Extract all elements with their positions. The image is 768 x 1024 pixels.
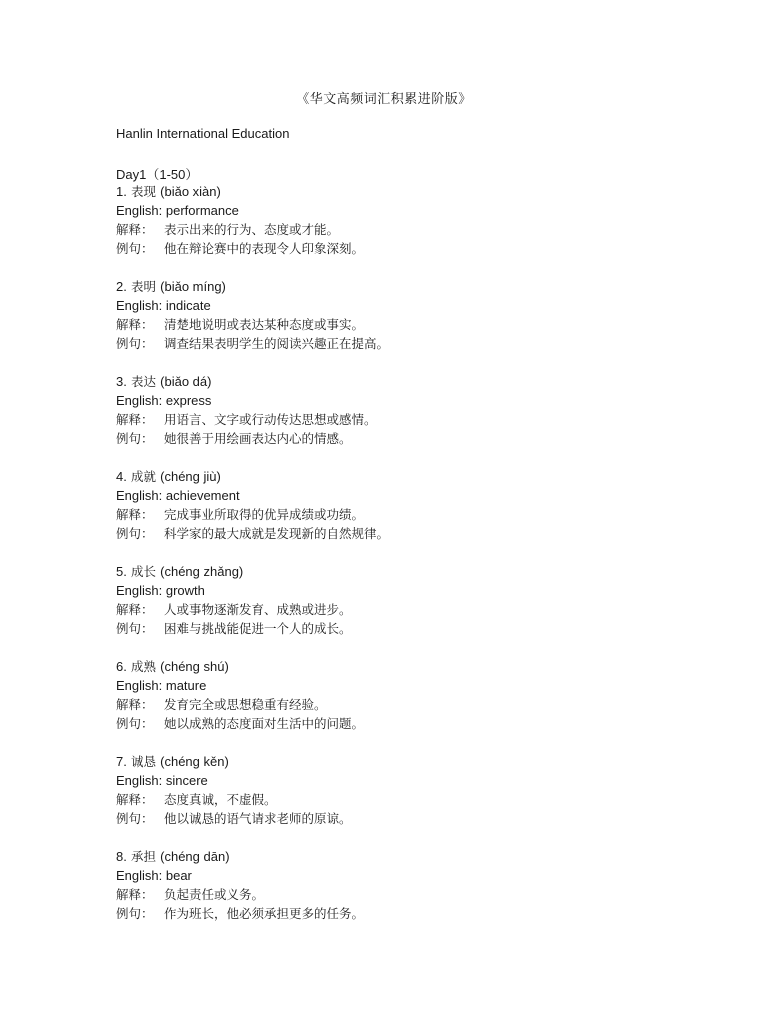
vocab-entry xyxy=(116,182,676,277)
entry-pinyin: (biǎo dá) xyxy=(160,374,212,389)
entry-heading xyxy=(116,372,676,391)
entry-heading xyxy=(116,182,676,201)
entry-pinyin: (chéng shú) xyxy=(160,659,229,674)
entry-example-line xyxy=(116,334,676,353)
entry-example: 她以成熟的态度面对生活中的问题。 xyxy=(164,716,365,731)
definition-label: 解释： xyxy=(116,887,154,902)
entry-heading xyxy=(116,752,676,771)
entry-pinyin: (chéng kěn) xyxy=(160,754,229,769)
entry-example: 科学家的最大成就是发现新的自然规律。 xyxy=(164,526,390,541)
entry-number: 1. xyxy=(116,184,127,199)
entry-example-line xyxy=(116,714,676,733)
entry-example: 作为班长，他必须承担更多的任务。 xyxy=(164,906,365,921)
example-label: 例句： xyxy=(116,241,154,256)
entry-example-line xyxy=(116,619,676,638)
entry-example: 调查结果表明学生的阅读兴趣正在提高。 xyxy=(164,336,390,351)
entry-definition: 发育完全或思想稳重有经验。 xyxy=(164,697,327,712)
entry-number: 4. xyxy=(116,469,127,484)
organization-name: Hanlin International Education xyxy=(116,126,290,141)
vocab-entry xyxy=(116,752,676,847)
entry-definition-line xyxy=(116,505,676,524)
entry-pinyin: (chéng zhǎng) xyxy=(160,564,244,579)
entry-definition: 用语言、文字或行动传达思想或感情。 xyxy=(164,412,377,427)
vocab-entry xyxy=(116,467,676,562)
entry-pinyin: (biǎo xiàn) xyxy=(160,184,221,199)
entry-heading xyxy=(116,277,676,296)
entry-english: English: achievement xyxy=(116,488,240,503)
entry-word: 诚恳 xyxy=(130,754,156,769)
example-label: 例句： xyxy=(116,621,154,636)
vocab-entry xyxy=(116,277,676,372)
example-label: 例句： xyxy=(116,811,154,826)
document-title: 《华文高频词汇积累进阶版》 xyxy=(296,92,472,107)
entry-definition-line xyxy=(116,695,676,714)
entry-word: 成长 xyxy=(130,564,156,579)
entry-pinyin: (chéng dān) xyxy=(160,849,230,864)
definition-label: 解释： xyxy=(116,697,154,712)
entry-word: 表达 xyxy=(130,374,156,389)
entry-word: 成熟 xyxy=(130,659,156,674)
entry-example-line xyxy=(116,239,676,258)
entry-word: 承担 xyxy=(130,849,156,864)
entry-definition: 态度真诚，不虚假。 xyxy=(164,792,277,807)
entry-example: 她很善于用绘画表达内心的情感。 xyxy=(164,431,352,446)
entry-word: 表现 xyxy=(130,184,156,199)
entry-definition: 清楚地说明或表达某种态度或事实。 xyxy=(164,317,365,332)
entry-definition: 人或事物逐渐发育、成熟或进步。 xyxy=(164,602,352,617)
entry-pinyin: (biǎo míng) xyxy=(160,279,226,294)
entry-number: 5. xyxy=(116,564,127,579)
entry-english: English: bear xyxy=(116,868,192,883)
vocabulary-list xyxy=(116,182,676,942)
entry-number: 2. xyxy=(116,279,127,294)
entry-pinyin: (chéng jiù) xyxy=(160,469,221,484)
entry-definition-line xyxy=(116,220,676,239)
entry-example-line xyxy=(116,429,676,448)
vocab-entry xyxy=(116,847,676,942)
vocab-entry xyxy=(116,657,676,752)
example-label: 例句： xyxy=(116,906,154,921)
example-label: 例句： xyxy=(116,526,154,541)
entry-heading xyxy=(116,467,676,486)
entry-example-line xyxy=(116,809,676,828)
entry-example: 他以诚恳的语气请求老师的原谅。 xyxy=(164,811,352,826)
entry-english: English: growth xyxy=(116,583,205,598)
entry-number: 8. xyxy=(116,849,127,864)
entry-definition-line xyxy=(116,790,676,809)
entry-definition-line xyxy=(116,885,676,904)
vocab-entry xyxy=(116,562,676,657)
entry-number: 3. xyxy=(116,374,127,389)
entry-english: English: mature xyxy=(116,678,207,693)
entry-definition: 负起责任或义务。 xyxy=(164,887,265,902)
entry-definition-line xyxy=(116,600,676,619)
example-label: 例句： xyxy=(116,336,154,351)
example-label: 例句： xyxy=(116,716,154,731)
entry-word: 表明 xyxy=(130,279,156,294)
definition-label: 解释： xyxy=(116,507,154,522)
entry-definition: 表示出来的行为、态度或才能。 xyxy=(164,222,340,237)
definition-label: 解释： xyxy=(116,792,154,807)
entry-definition-line xyxy=(116,410,676,429)
entry-english: English: express xyxy=(116,393,212,408)
entry-example-line xyxy=(116,524,676,543)
entry-example: 他在辩论赛中的表现令人印象深刻。 xyxy=(164,241,365,256)
entry-example-line xyxy=(116,904,676,923)
entry-word: 成就 xyxy=(130,469,156,484)
day-heading: Day1（1-50） xyxy=(116,167,199,182)
entry-english: English: performance xyxy=(116,203,239,218)
entry-number: 7. xyxy=(116,754,127,769)
definition-label: 解释： xyxy=(116,412,154,427)
vocab-entry xyxy=(116,372,676,467)
entry-number: 6. xyxy=(116,659,127,674)
entry-english: English: sincere xyxy=(116,773,208,788)
entry-english: English: indicate xyxy=(116,298,211,313)
example-label: 例句： xyxy=(116,431,154,446)
definition-label: 解释： xyxy=(116,317,154,332)
entry-definition-line xyxy=(116,315,676,334)
entry-heading xyxy=(116,847,676,866)
entry-example: 困难与挑战能促进一个人的成长。 xyxy=(164,621,352,636)
definition-label: 解释： xyxy=(116,602,154,617)
entry-definition: 完成事业所取得的优异成绩或功绩。 xyxy=(164,507,365,522)
entry-heading xyxy=(116,562,676,581)
entry-heading xyxy=(116,657,676,676)
definition-label: 解释： xyxy=(116,222,154,237)
